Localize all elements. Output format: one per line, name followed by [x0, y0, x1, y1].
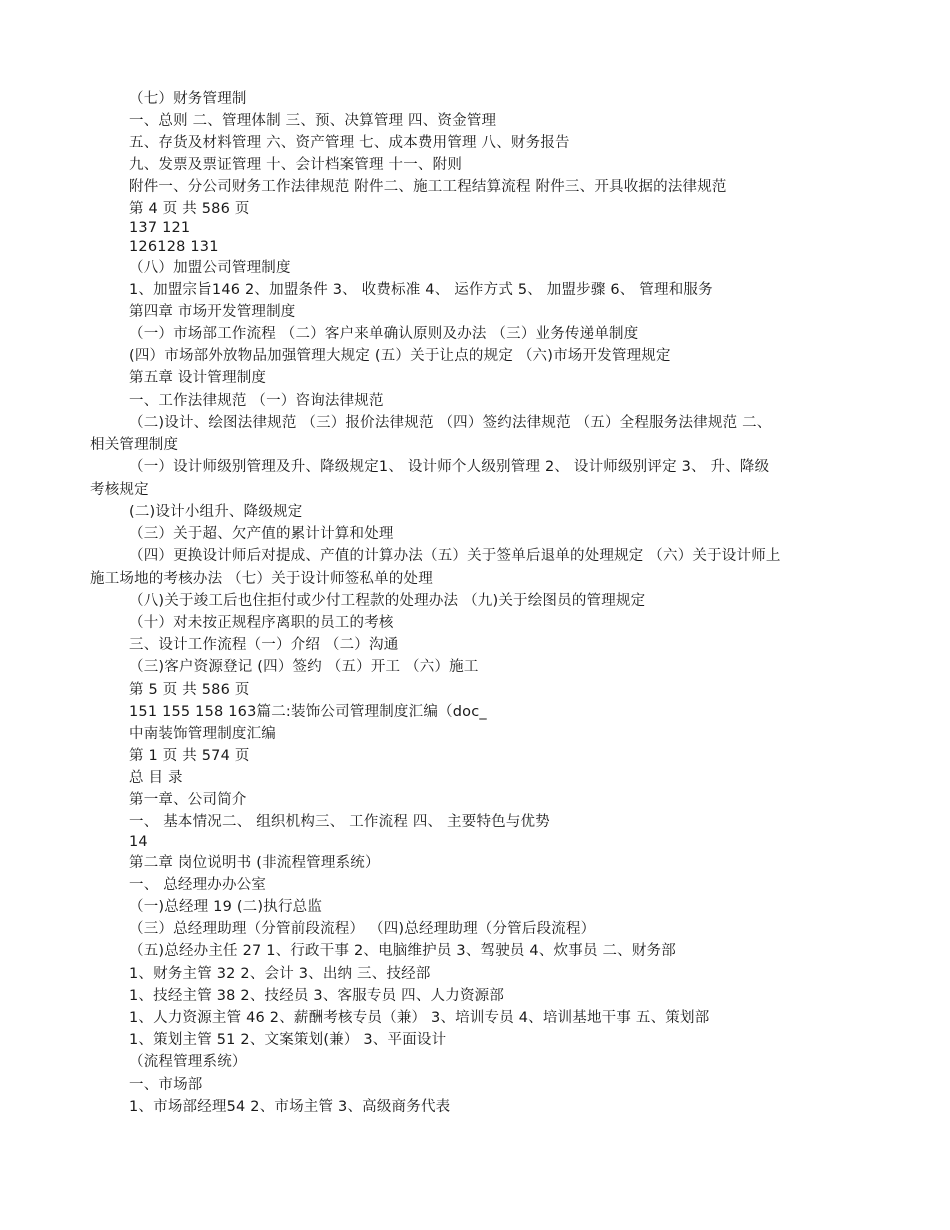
toc-heading: 总 目 录 [129, 770, 183, 786]
page-number: 第 4 页 共 586 页 [129, 201, 250, 217]
page-number: 第 1 页 共 574 页 [129, 748, 250, 764]
text-line: （一）设计师级别管理及升、降级规定1、 设计师个人级别管理 2、 设计师级别评定 3、 升、降级 [129, 459, 770, 475]
text-line: 137 121 [129, 220, 191, 236]
text-line: （一）市场部工作流程 （二）客户来单确认原则及办法 （三）业务传递单制度 [129, 326, 639, 342]
chapter-heading: 第四章 市场开发管理制度 [129, 304, 296, 320]
text-line: 相关管理制度 [90, 437, 179, 453]
text-line: 126128 131 [129, 239, 219, 255]
text-line: 一、工作法律规范 （一）咨询法律规范 [129, 393, 384, 409]
text-line: 考核规定 [90, 482, 149, 498]
text-line: 一、总则 二、管理体制 三、预、决算管理 四、资金管理 [129, 113, 497, 129]
text-line: 14 [129, 834, 148, 850]
text-line: （二)设计、绘图法律规范 （三）报价法律规范 （四）签约法律规范 （五）全程服务法律规范 二、 [129, 415, 772, 431]
text-line: 1、策划主管 51 2、文案策划(兼） 3、平面设计 [129, 1032, 447, 1048]
text-line: 一、市场部 [129, 1077, 203, 1093]
text-line: 三、设计工作流程（一）介绍 （二）沟通 [129, 637, 399, 653]
text-line: （一)总经理 19 (二)执行总监 [129, 899, 323, 915]
text-line: （七）财务管理制 [129, 91, 247, 107]
text-line: 中南装饰管理制度汇编 [129, 726, 276, 742]
text-line: （三）关于超、欠产值的累计计算和处理 [129, 526, 394, 542]
text-line: 1、财务主管 32 2、会计 3、出纳 三、技经部 [129, 966, 431, 982]
text-line: 一、 总经理办办公室 [129, 877, 267, 893]
text-line: (四）市场部外放物品加强管理大规定 (五）关于让点的规定 （六)市场开发管理规定 [129, 348, 671, 364]
text-line: 九、发票及票证管理 十、会计档案管理 十一、附则 [129, 157, 463, 173]
text-line: （八)关于竣工后也住拒付或少付工程款的处理办法 （九)关于绘图员的管理规定 [129, 593, 646, 609]
text-line: 151 155 158 163篇二:装饰公司管理制度汇编（doc_ [129, 704, 487, 720]
text-line: 一、 基本情况二、 组织机构三、 工作流程 四、 主要特色与优势 [129, 814, 550, 830]
text-line: 五、存货及材料管理 六、资产管理 七、成本费用管理 八、财务报告 [129, 135, 570, 151]
text-line: （五)总经办主任 27 1、行政干事 2、电脑维护员 3、驾驶员 4、炊事员 二、财务部 [129, 943, 676, 959]
page-number: 第 5 页 共 586 页 [129, 682, 250, 698]
chapter-heading: 第一章、公司简介 [129, 792, 247, 808]
text-line: 1、加盟宗旨146 2、加盟条件 3、 收费标准 4、 运作方式 5、 加盟步骤 6、 管理和服务 [129, 282, 713, 298]
text-line: 施工场地的考核办法 （七）关于设计师签私单的处理 [90, 571, 433, 587]
text-line: （三)客户资源登记 (四）签约 （五）开工 （六）施工 [129, 659, 479, 675]
text-line: 1、市场部经理54 2、市场主管 3、高级商务代表 [129, 1099, 451, 1115]
text-line: 1、人力资源主管 46 2、薪酬考核专员（兼） 3、培训专员 4、培训基地干事 五、策划部 [129, 1010, 710, 1026]
text-line: （八）加盟公司管理制度 [129, 260, 291, 276]
chapter-heading: 第二章 岗位说明书 (非流程管理系统） [129, 855, 380, 871]
text-line: (二)设计小组升、降级规定 [129, 504, 303, 520]
text-line: （三）总经理助理（分管前段流程） （四)总经理助理（分管后段流程） [129, 921, 596, 937]
text-line: （十）对未按正规程序离职的员工的考核 [129, 615, 394, 631]
text-line: 1、技经主管 38 2、技经员 3、客服专员 四、人力资源部 [129, 988, 505, 1004]
text-line: 附件一、分公司财务工作法律规范 附件二、施工工程结算流程 附件三、开具收据的法律规范 [129, 179, 727, 195]
text-line: （流程管理系统） [129, 1054, 247, 1070]
text-line: （四）更换设计师后对提成、产值的计算办法（五）关于签单后退单的处理规定 （六）关于设计师上 [129, 548, 781, 564]
chapter-heading: 第五章 设计管理制度 [129, 370, 267, 386]
